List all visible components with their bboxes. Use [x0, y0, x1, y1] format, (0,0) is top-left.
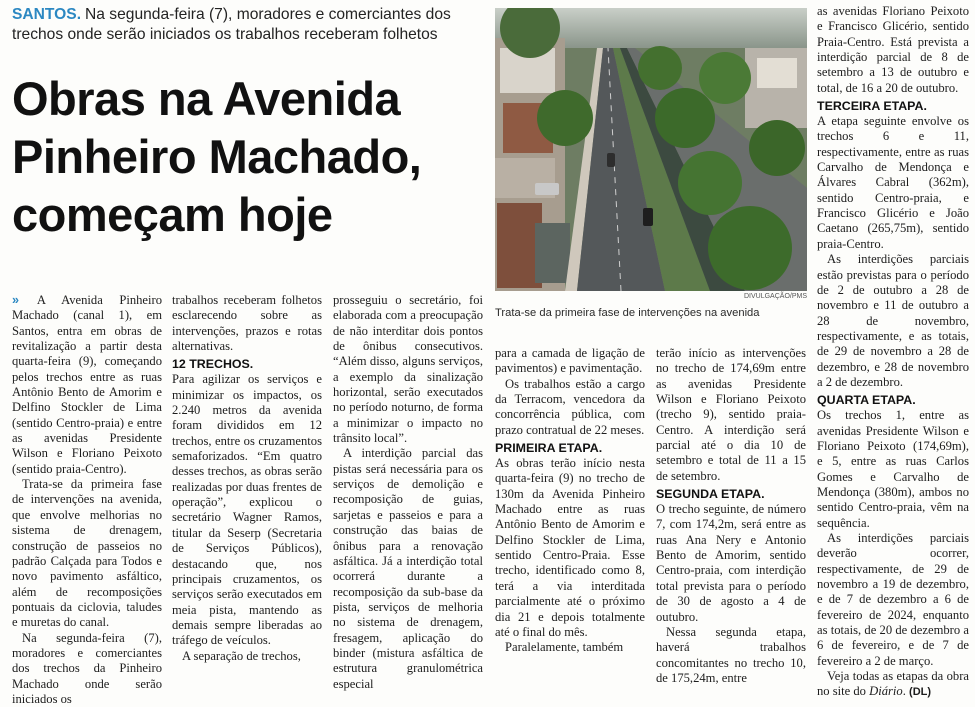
- article-kicker: [12, 5, 492, 45]
- paragraph: prosseguiu o secretário, foi elaborada com a preocupação de não interditar dois pontos de ônibus consecutivos. “Além disso, alguns serviços, a exemplo da sinalização horizontal, serão executados no período noturno, de forma a minimizar o impacto no trânsito local”.: [333, 293, 483, 446]
- aerial-photo-illustration: [495, 8, 807, 291]
- closing-paragraph: [817, 669, 969, 701]
- paragraph: As obras terão início nesta quarta-feira (9) no trecho de 130m da Avenida Pinheiro Machado entre as ruas Antônio Bento de Amorim e Delfino Stockler de Lima, sentido Centro-Praia. Esse trecho, identificado como 8, terá a via interditada parcialmente até o próximo dia 21 e depois totalmente até o final do mês.: [495, 456, 645, 639]
- headline-line-3: começam hoje: [12, 188, 333, 241]
- subheading: SEGUNDA ETAPA.: [656, 487, 765, 502]
- paragraph: Os trechos 1, entre as avenidas Presidente Wilson e Floriano Peixoto (174,69m), e 5, entre as ruas Carlos Gomes e Carvalho de Mendonça (380m), ambos no sentido Centro-praia, vêm na sequência.: [817, 408, 969, 530]
- paragraph: terão início as intervenções no trecho de 174,69m entre as avenidas Presidente Wilson e Floriano Peixoto (trecho 9), sentido praia-Centro. A interdição será parcial até o dia 10 de setembro e total de 11 a 15 de setembro.: [656, 346, 806, 483]
- paragraph: Nessa segunda etapa, haverá trabalhos concomitantes no trecho 10, de 175,24m, entre: [656, 624, 806, 685]
- paragraph: As interdições parciais deverão ocorrer, respectivamente, de 29 de novembro a 19 de dezembro, e de 7 de dezembro a 6 de fevereiro de 2024, enquanto as totais, de 20 de dezembro a 6 de fevereiro, e de 7 de fevereiro a 2 de março.: [817, 531, 969, 668]
- text-column-6: [817, 4, 969, 701]
- paragraph: O trecho seguinte, de número 7, com 174,2m, será entre as ruas Ana Nery e Antonio Bento de Amorim, sentido Centro-praia, com interdição total prevista para o período de 30 de agosto a 4 de outubro.: [656, 502, 806, 624]
- chevron-right-icon: »: [12, 293, 20, 307]
- paragraph: Trata-se da primeira fase de intervenções na avenida, que envolve melhorias no sistema de drenagem, construção de passeios no padrão Calçada para Todos e novo pavimento asfáltico, além de recomposições pontuais da ciclovia, taludes e muretas do canal.: [12, 477, 162, 630]
- text-column-4: [495, 346, 645, 656]
- closing-text: Veja todas as etapas da obra no site do: [817, 669, 969, 699]
- paragraph: Os trabalhos estão a cargo da Terracom, vencedora da concorrência pública, com prazo contratual de 22 meses.: [495, 376, 645, 437]
- headline: [12, 70, 492, 244]
- source-name: Diário: [869, 684, 903, 699]
- closing-period: .: [902, 684, 906, 699]
- text-column-2: [172, 293, 322, 664]
- paragraph: A separação de trechos,: [182, 648, 301, 663]
- headline-line-1: Obras na Avenida: [12, 72, 401, 125]
- paragraph: para a camada de ligação de pavimentos) e pavimentação.: [495, 346, 645, 376]
- text-column-5: [656, 346, 806, 686]
- text-column-1: [12, 293, 162, 707]
- headline-line-2: Pinheiro Machado,: [12, 130, 422, 183]
- paragraph: Na segunda-feira (7), moradores e comerciantes dos trechos da Pinheiro Machado onde serão iniciados os: [12, 630, 162, 706]
- subheading: QUARTA ETAPA.: [817, 393, 916, 408]
- lead-text: A Avenida Pinheiro Machado (canal 1), em Santos, entra em obras de revitalização a partir desta quarta-feira (9), começando pelos trechos entre as ruas Antônio Bento de Amorim e Delfino Stockler de Lima (sentido Centro-praia) e entre as avenidas Presidente Wilson e Floriano Peixoto (sentido praia-Centro).: [12, 293, 162, 476]
- photo-caption: Trata-se da primeira fase de intervenções na avenida: [495, 307, 760, 319]
- author-signature: (DL): [909, 686, 932, 699]
- text-column-3: [333, 293, 483, 692]
- aerial-avenue-photo: [495, 8, 807, 291]
- paragraph: [12, 293, 162, 477]
- paragraph: A interdição parcial das pistas será necessária para os serviços de demolição e recomposição de guias, sarjetas e passeios e para a construção das baias de ônibus para a renovação asfáltica. Já a interdição total ocorrerá durante a recomposição da sub-base da pista, serviços de melhoria no sistema de drenagem, fresagem, aplicação do binder (mistura asfáltica de estrutura granulométrica especial: [333, 446, 483, 691]
- subheading: PRIMEIRA ETAPA.: [495, 441, 603, 456]
- paragraph: Paralelamente, também: [505, 640, 624, 655]
- paragraph: Para agilizar os serviços e minimizar os impactos, os 2.240 metros da avenida foram divididos em 12 trechos, entre os cruzamentos semaforizados. “Em quatro desses trechos, as obras serão realizadas por duas frentes de operação”, explicou o secretário Wagner Ramos, titular da Seserp (Secretaria de Serviços Públicos), destacando que, nos principais cruzamentos, os serviços serão executados em meia pista, mantendo as demais sempre liberadas ao tráfego de veículos.: [172, 372, 322, 648]
- paragraph: as avenidas Floriano Peixoto e Francisco Glicério, sentido Praia-Centro. Está prevista a interdição parcial de 8 de setembro a 13 de outubro e total, de 16 a 20 de outubro.: [817, 4, 969, 95]
- paragraph: As interdições parciais estão previstas para o período de 2 de outubro a 28 de novembro e 11 de outubro a 28 de novembro, respectivamente, e as totais, de 29 de novembro a 28 de dezembro, e 28 de novembro a 2 de dezembro.: [817, 252, 969, 389]
- photo-credit: DIVULGAÇÃO/PMS: [743, 293, 807, 300]
- paragraph: A etapa seguinte envolve os trechos 6 e 11, respectivamente, entre as ruas Carvalho de Mendonça e Álvares Cabral (362m), sentido Centro-praia, e Francisco Glicério e João Caetano (265,75m), sentido praia-Centro.: [817, 114, 969, 251]
- section-tag: SANTOS.: [12, 6, 82, 23]
- subheading: 12 TRECHOS.: [172, 357, 254, 372]
- subheading: TERCEIRA ETAPA.: [817, 99, 927, 114]
- paragraph: trabalhos receberam folhetos esclarecendo sobre as intervenções, prazos e rotas alternativas.: [172, 293, 322, 354]
- kicker-text: Na segunda-feira (7), moradores e comerciantes dos trechos onde serão iniciados os trabalhos receberam folhetos: [12, 6, 451, 43]
